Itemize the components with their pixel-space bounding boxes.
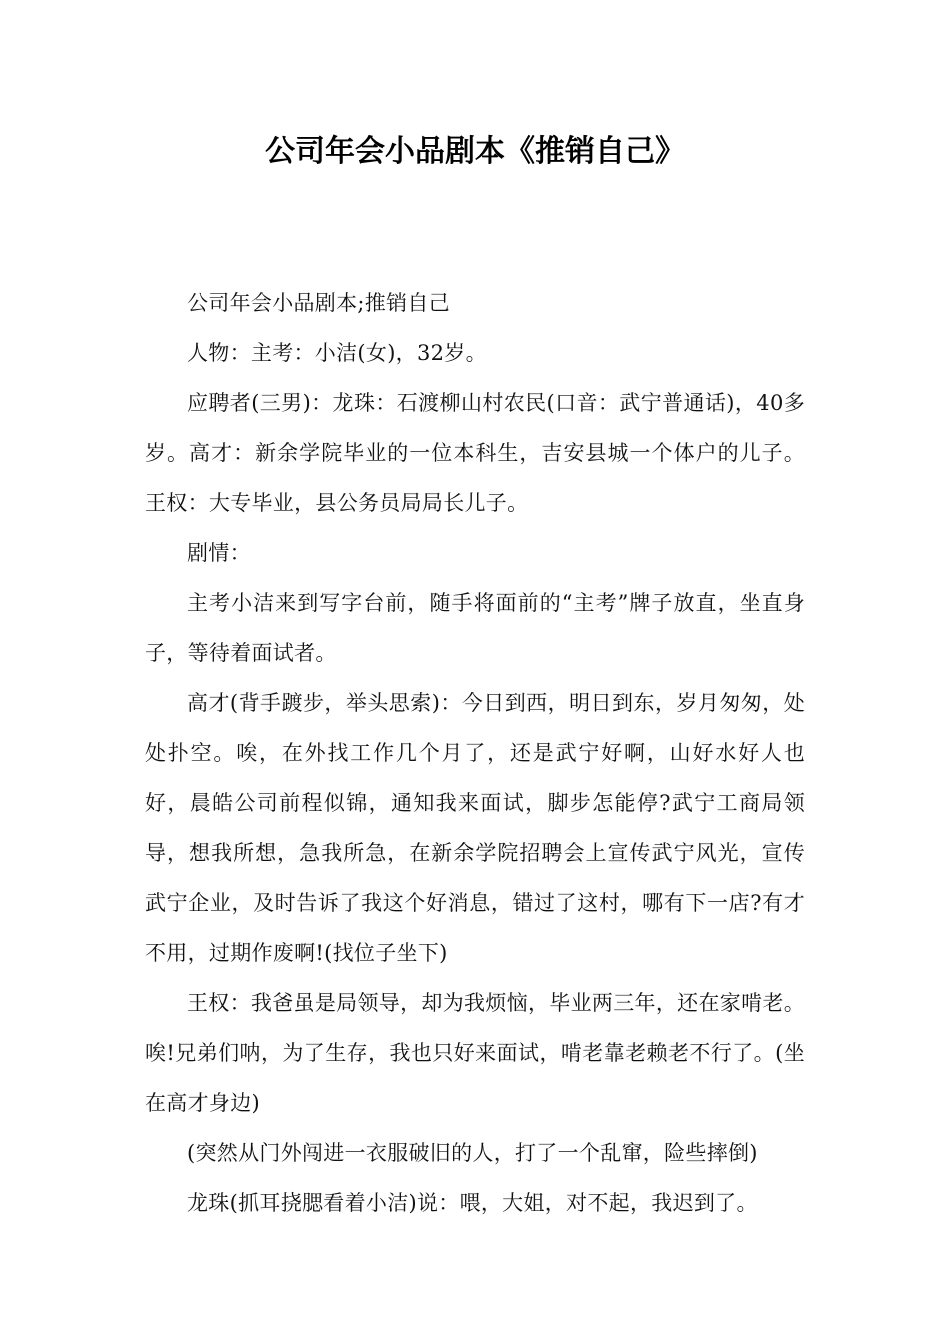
document-title: 公司年会小品剧本《推销自己》 [265, 134, 685, 169]
document-body [145, 278, 805, 1228]
paragraph: 人物：主考：小洁(女)，32岁。 [187, 341, 487, 365]
paragraph: 主考小洁来到写字台前，随手将面前的“主考”牌子放直，坐直身子，等待着面试者。 [145, 591, 805, 665]
paragraph: 高才(背手踱步，举头思索)：今日到西，明日到东，岁月匆匆，处处扑空。唉，在外找工作几个月了，还是武宁好啊，山好水好人也好，晨皓公司前程似锦，通知我来面试，脚步怎能停?武宁工商局领导，想我所想，急我所急，在新余学院招聘会上宣传武宁风光，宣传武宁企业，及时告诉了我这个好消息，错过了这村，哪有下一店?有才不用，过期作废啊!(找位子坐下) [145, 691, 805, 965]
paragraph: 公司年会小品剧本;推销自己 [187, 291, 450, 315]
paragraph: 龙珠(抓耳挠腮看着小洁)说：喂，大姐，对不起，我迟到了。 [187, 1191, 758, 1215]
paragraph: 王权：我爸虽是局领导，却为我烦恼，毕业两三年，还在家啃老。唉!兄弟们呐，为了生存，我也只好来面试，啃老靠老赖老不行了。(坐在高才身边) [145, 991, 805, 1115]
paragraph: (突然从门外闯进一衣服破旧的人，打了一个乱窜，险些摔倒) [187, 1141, 758, 1165]
paragraph: 应聘者(三男)：龙珠：石渡柳山村农民(口音：武宁普通话)，40多岁。高才：新余学院毕业的一位本科生，吉安县城一个体户的儿子。王权：大专毕业，县公务员局局长儿子。 [145, 391, 805, 515]
paragraph: 剧情： [187, 541, 251, 565]
